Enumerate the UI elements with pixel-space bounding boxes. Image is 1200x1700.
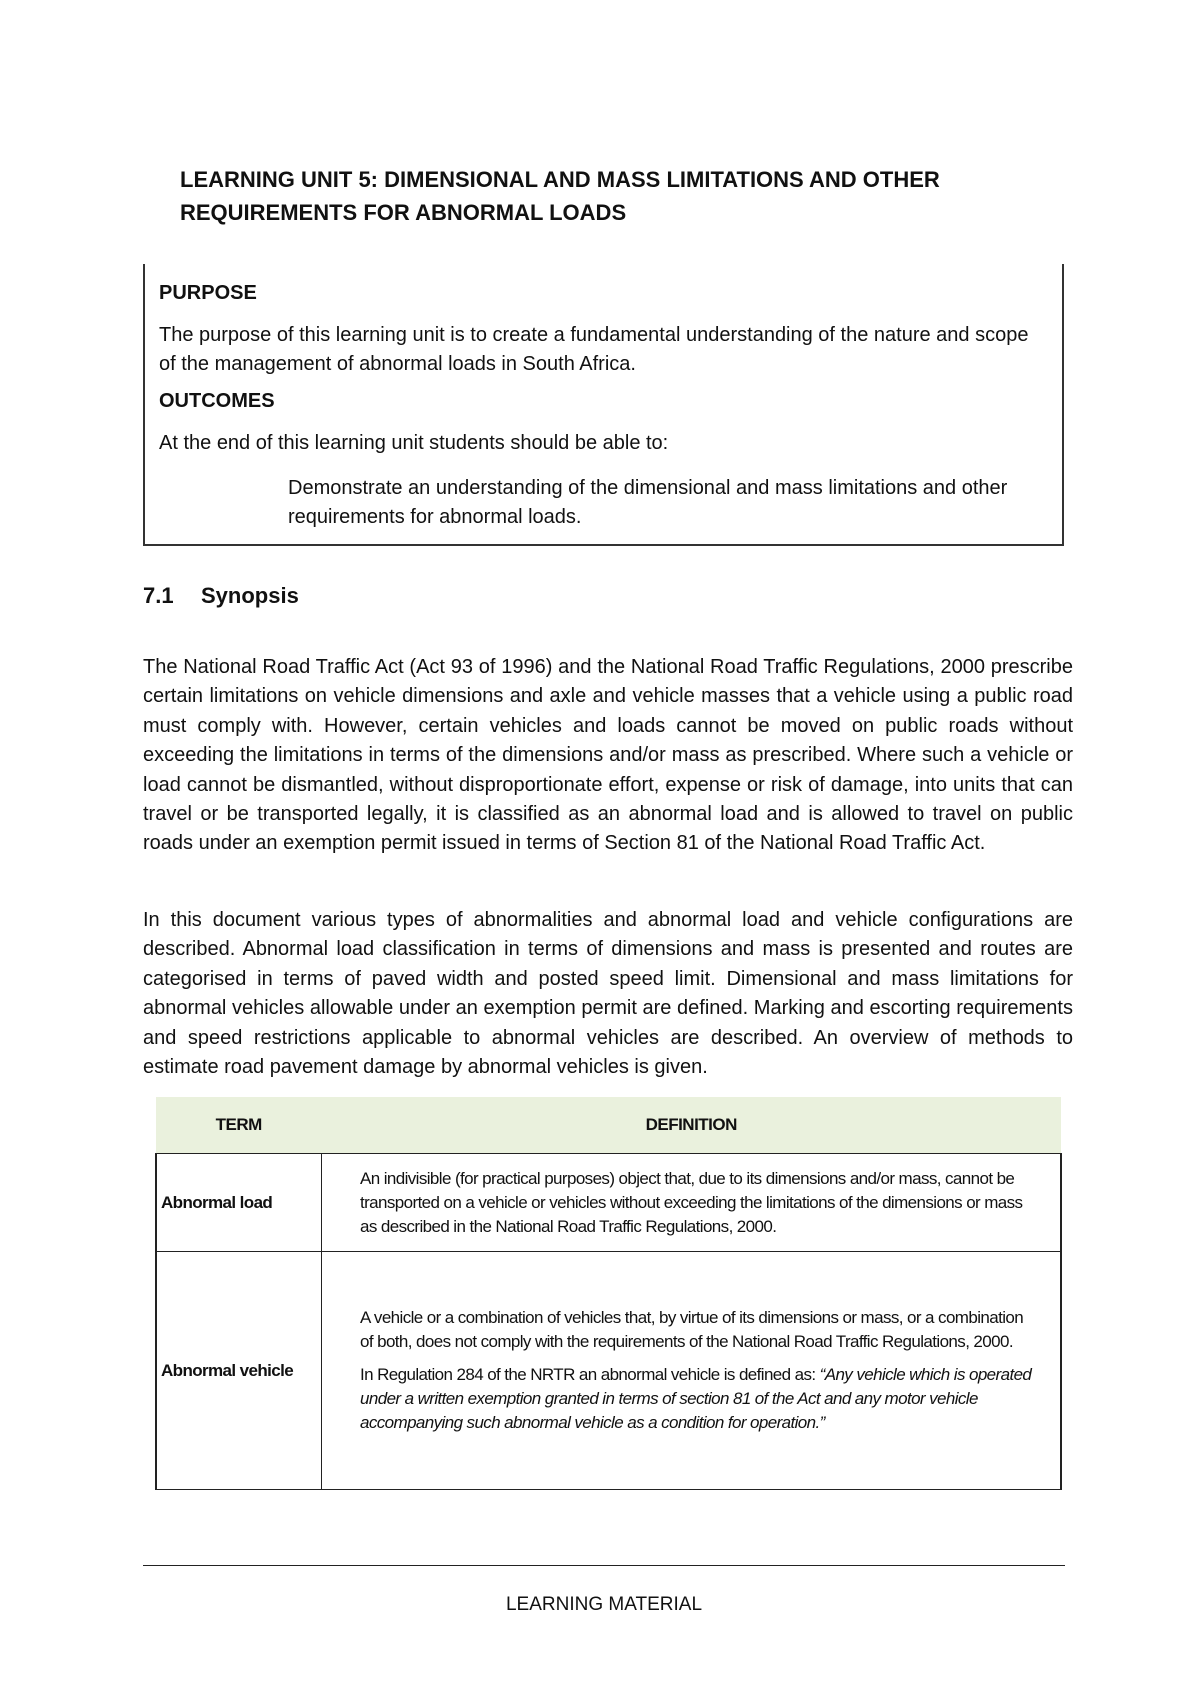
definition-text: A vehicle or a combination of vehicles that, by virtue of its dimensions or mass, or a combination of both, does not comply with the requirements of the National Road Traffic Regulations, 2000. xyxy=(360,1308,1024,1351)
synopsis-paragraph: The National Road Traffic Act (Act 93 of 1996) and the National Road Traffic Regulations, 2000 prescribe certain limitations on vehicle dimensions and axle and vehicle masses that a vehicle using a public road must comply with. However, certain vehicles and loads cannot be moved on public roads without exceeding the limitations in terms of the dimensions and/or mass as prescribed. Where such a vehicle or load cannot be dismantled, without disproportionate effort, expense or risk of damage, into units that can travel or be transported legally, it is classified as an abnormal load and is allowed to travel on public roads under an exemption permit issued in terms of Section 81 of the National Road Traffic Act. xyxy=(143,656,1073,855)
purpose-text: The purpose of this learning unit is to create a fundamental understanding of the nature and scope of the management of abnormal loads in South Africa. xyxy=(159,324,1029,375)
definition-cell: An indivisible (for practical purposes) object that, due to its dimensions and/or mass, cannot be transported on a vehicle or vehicles without exceeding the limitations of the dimensions or mass as described in the National Road Traffic Regulations, 2000. xyxy=(322,1154,1062,1252)
definition-column-header: DEFINITION xyxy=(322,1097,1062,1154)
term-cell: Abnormal load xyxy=(156,1154,322,1252)
section-heading xyxy=(143,583,299,609)
table-row xyxy=(156,1252,1061,1490)
purpose-heading: PURPOSE xyxy=(159,282,257,304)
note-quote: “Any vehicle which is operated under a written exemption granted in terms of section 81 of the Act and any motor vehicle accompanying such abnormal vehicle as a condition for operation.” xyxy=(360,1365,1032,1432)
unit-title: LEARNING UNIT 5: DIMENSIONAL AND MASS LIMITATIONS AND OTHER REQUIREMENTS FOR ABNORMAL LOADS xyxy=(180,167,940,225)
definitions-table xyxy=(155,1097,1062,1490)
note-prefix: In Regulation 284 of the NRTR an abnormal vehicle is defined as: xyxy=(360,1365,820,1384)
term-cell: Abnormal vehicle xyxy=(156,1252,322,1490)
section-number: 7.1 xyxy=(143,583,174,608)
outcomes-intro: At the end of this learning unit students should be able to: xyxy=(159,432,669,454)
outcome-item: Demonstrate an understanding of the dimensional and mass limitations and other requirements for abnormal loads. xyxy=(288,477,1008,528)
footer-text: LEARNING MATERIAL xyxy=(505,1594,703,1615)
section-title: Synopsis xyxy=(201,583,299,608)
footer-divider xyxy=(143,1565,1065,1566)
definition-cell xyxy=(322,1252,1062,1490)
outcomes-heading: OUTCOMES xyxy=(159,390,275,412)
synopsis-paragraph: In this document various types of abnormalities and abnormal load and vehicle configurations are described. Abnormal load classification in terms of dimensions and mass is presented and routes are categorised in terms of paved width and posted speed limit. Dimensional and mass limitations for abnormal vehicles allowable under an exemption permit are defined. Marking and escorting requirements and speed restrictions applicable to abnormal vehicles are described. An overview of methods to estimate road pavement damage by abnormal vehicles is given. xyxy=(143,909,1073,1079)
table-row xyxy=(156,1154,1061,1252)
term-column-header: TERM xyxy=(156,1097,322,1154)
table-header-row xyxy=(156,1097,1061,1154)
purpose-box xyxy=(143,264,1064,546)
definition-note xyxy=(360,1363,1036,1435)
